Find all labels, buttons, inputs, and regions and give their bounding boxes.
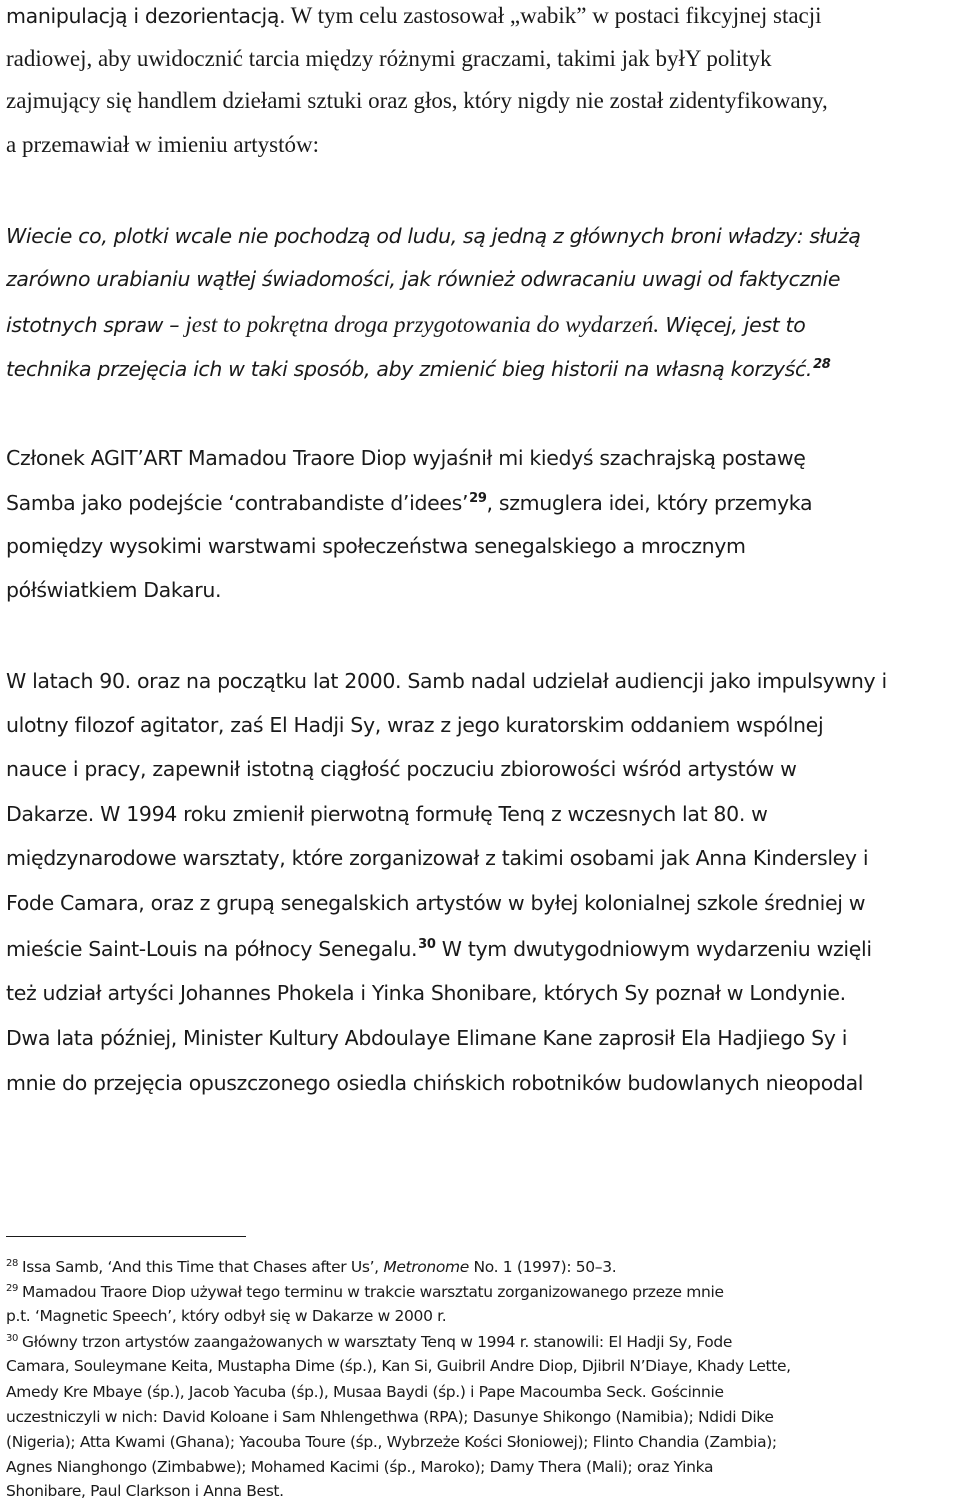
footnote-number: 30 bbox=[6, 1333, 19, 1344]
text-line bbox=[6, 492, 812, 514]
text-line: mnie do przejęcia opuszczonego osiedla chińskich robotników budowlanych nieopodal bbox=[6, 1071, 864, 1095]
footnote-line: Camara, Souleymane Keita, Mustapha Dime (śp.), Kan Si, Guibril Andre Diop, Djibril N’Diaye, Khady Lette, bbox=[6, 1357, 791, 1375]
footnote-line: Agnes Nianghongo (Zimbabwe); Mohamed Kacimi (śp., Maroko); Damy Thera (Mali); oraz Yinka bbox=[6, 1458, 714, 1476]
footnote-ref: 30 bbox=[418, 937, 436, 952]
text-segment: W tym celu zastosował „wabik” w postaci fikcyjnej stacji bbox=[285, 3, 822, 28]
text-segment: istotnych spraw – bbox=[6, 313, 186, 337]
text-segment: Główny trzon artystów zaangażowanych w warsztaty Tenq w 1994 r. stanowili: El Hadji Sy, Fode bbox=[22, 1333, 733, 1351]
text-line: też udział artyści Johannes Phokela i Yinka Shonibare, których Sy poznał w Londynie. bbox=[6, 981, 846, 1005]
text-line: radiowej, aby uwidocznić tarcia między różnymi graczami, takimi jak byłY polityk bbox=[6, 46, 772, 71]
footnote-separator bbox=[6, 1236, 246, 1237]
text-segment: W tym dwutygodniowym wydarzeniu wzięli bbox=[435, 937, 872, 961]
text-line: zajmujący się handlem dziełami sztuki oraz głos, który nigdy nie został zidentyfikowany, bbox=[6, 88, 828, 113]
text-line: Fode Camara, oraz z grupą senegalskich artystów w byłej kolonialnej szkole średniej w bbox=[6, 891, 866, 915]
footnote-29 bbox=[6, 1284, 724, 1301]
footnote-ref: 29 bbox=[469, 491, 487, 506]
text-line: międzynarodowe warsztaty, które zorganizował z takimi osobami jak Anna Kindersley i bbox=[6, 846, 869, 870]
quote-line: Wiecie co, plotki wcale nie pochodzą od ludu, są jedną z głównych broni władzy: służą bbox=[6, 224, 861, 248]
text-line: ulotny filozof agitator, zaś El Hadji Sy, wraz z jego kuratorskim oddaniem wspólnej bbox=[6, 713, 824, 737]
text-segment: Metronome bbox=[383, 1258, 469, 1276]
footnote-line: (Nigeria); Atta Kwami (Ghana); Yacouba Toure (śp., Wybrzeże Kości Słoniowej); Flinto Chandia (Zambia); bbox=[6, 1433, 777, 1451]
text-segment: Samba jako podejście ‘contrabandiste d’idees’ bbox=[6, 491, 469, 515]
quote-line: zarówno urabianiu wątłej świadomości, jak również odwracaniu uwagi od faktycznie bbox=[6, 267, 841, 291]
text-segment: , szmuglera idei, który przemyka bbox=[486, 491, 813, 515]
text-line: Dwa lata później, Minister Kultury Abdoulaye Elimane Kane zaprosił Ela Hadjiego Sy i bbox=[6, 1026, 848, 1050]
footnote-line: uczestniczyli w nich: David Koloane i Sam Nhlengethwa (RPA); Dasunye Shikongo (Namibia); Ndidi Dike bbox=[6, 1408, 774, 1426]
text-segment: mieście Saint-Louis na północy Senegalu. bbox=[6, 937, 418, 961]
footnote-line: p.t. ‘Magnetic Speech’, który odbył się w Dakarze w 2000 r. bbox=[6, 1307, 447, 1325]
footnote-number: 28 bbox=[6, 1258, 19, 1269]
text-segment: jest to pokrętna droga przygotowania do wydarzeń. bbox=[185, 312, 660, 337]
footnote-line: Amedy Kre Mbaye (śp.), Jacob Yacuba (śp.), Musaa Baydi (śp.) i Pape Macoumba Seck. Gościnnie bbox=[6, 1383, 724, 1401]
quote-line bbox=[6, 313, 805, 337]
footnote-ref: 28 bbox=[813, 357, 831, 372]
text-line: półświatkiem Dakaru. bbox=[6, 578, 222, 602]
footnote-number: 29 bbox=[6, 1283, 19, 1294]
footnote-28 bbox=[6, 1259, 616, 1276]
footnote-line: Shonibare, Paul Clarkson i Anna Best. bbox=[6, 1482, 284, 1500]
text-segment: manipulacją i dezorientacją. bbox=[6, 4, 286, 28]
footnote-30 bbox=[6, 1334, 732, 1351]
text-line: a przemawiał w imieniu artystów: bbox=[6, 132, 319, 157]
text-line bbox=[6, 4, 822, 28]
text-line: Dakarze. W 1994 roku zmienił pierwotną formułę Tenq z wczesnych lat 80. w bbox=[6, 802, 768, 826]
text-line bbox=[6, 938, 872, 960]
text-segment: Issa Samb, ‘And this Time that Chases after Us’, bbox=[22, 1258, 384, 1276]
text-segment: Więcej, jest to bbox=[659, 313, 806, 337]
text-line: Członek AGIT’ART Mamadou Traore Diop wyjaśnił mi kiedyś szachrajską postawę bbox=[6, 446, 806, 470]
text-line: pomiędzy wysokimi warstwami społeczeństwa senegalskiego a mrocznym bbox=[6, 534, 746, 558]
quote-line bbox=[6, 358, 830, 380]
text-segment: No. 1 (1997): 50–3. bbox=[468, 1258, 617, 1276]
text-segment: Mamadou Traore Diop używał tego terminu w trakcie warsztatu zorganizowanego przeze mnie bbox=[22, 1283, 724, 1301]
text-segment: technika przejęcia ich w taki sposób, aby zmienić bieg historii na własną korzyść. bbox=[6, 357, 813, 381]
text-line: nauce i pracy, zapewnił istotną ciągłość poczuciu zbiorowości wśród artystów w bbox=[6, 757, 797, 781]
text-line: W latach 90. oraz na początku lat 2000. Samb nadal udzielał audiencji jako impulsywny i bbox=[6, 669, 887, 693]
